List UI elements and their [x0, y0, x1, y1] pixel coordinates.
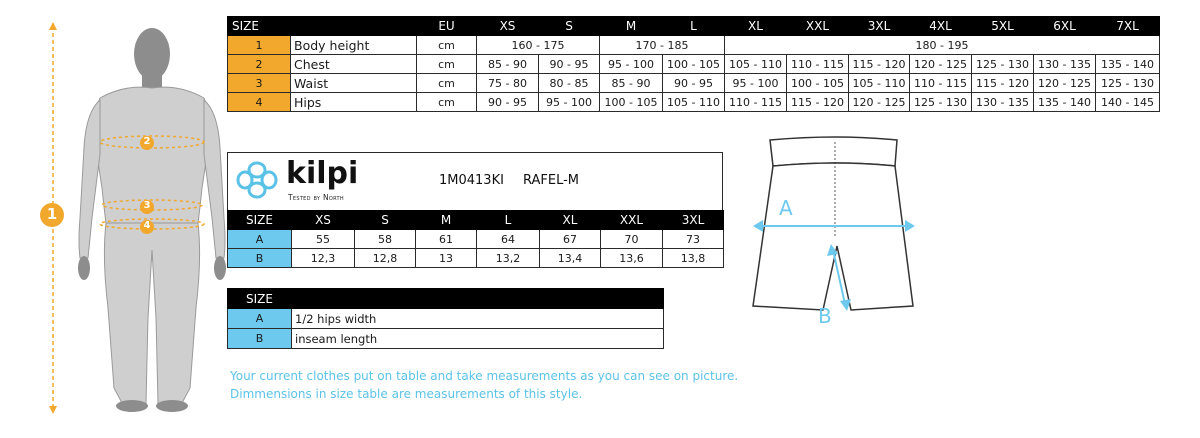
figure-left-foot [116, 400, 148, 412]
table-row [228, 93, 1160, 112]
row-label: Body height [291, 36, 417, 55]
marker-4-label: 4 [143, 220, 151, 231]
table-cell: 120 - 125 [1034, 74, 1096, 93]
table-cell: 115 - 120 [972, 74, 1034, 93]
figure-right-hand [214, 256, 226, 280]
size-table-header [228, 17, 1160, 36]
row-number: 2 [228, 55, 291, 74]
row-label: Waist [291, 74, 417, 93]
legend-table-header [228, 289, 664, 309]
table-cell: 120 - 125 [849, 93, 910, 112]
table-cell: 125 - 130 [972, 55, 1034, 74]
legend-table [227, 288, 664, 349]
table-cell: 90 - 95 [539, 55, 600, 74]
table-cell: 80 - 85 [539, 74, 600, 93]
row-unit: cm [417, 36, 477, 55]
kilpi-logo-icon [234, 159, 280, 201]
figure-right-foot [156, 400, 188, 412]
table-cell: 100 - 105 [600, 93, 663, 112]
table-cell: 170 - 185 [600, 36, 725, 55]
header-3xl: 3XL [849, 17, 910, 36]
table-cell: 70 [601, 230, 663, 249]
marker-3-label: 3 [143, 200, 151, 211]
header-size: SIZE [228, 17, 291, 36]
row-number: 3 [228, 74, 291, 93]
table-cell: 90 - 95 [663, 74, 725, 93]
table-cell: 64 [477, 230, 540, 249]
table-cell: 95 - 100 [539, 93, 600, 112]
table-cell: 12,3 [292, 249, 355, 268]
legend-header-size: SIZE [228, 289, 292, 309]
table-cell: 125 - 130 [910, 93, 972, 112]
table-cell: 95 - 100 [725, 74, 787, 93]
row-unit: cm [417, 93, 477, 112]
table-cell: 95 - 100 [600, 55, 663, 74]
table-cell: 105 - 110 [663, 93, 725, 112]
style-header-xxl: XXL [601, 211, 663, 230]
header-s: S [539, 17, 600, 36]
table-row [228, 309, 664, 329]
marker-2-label: 2 [143, 136, 151, 147]
table-row [228, 74, 1160, 93]
row-label: Chest [291, 55, 417, 74]
row-key: B [228, 329, 292, 349]
table-cell: 100 - 105 [663, 55, 725, 74]
brand-tagline: Tested by North [288, 193, 344, 202]
table-cell: 130 - 135 [972, 93, 1034, 112]
table-cell: 73 [663, 230, 724, 249]
row-unit: cm [417, 74, 477, 93]
header-xxl: XXL [787, 17, 849, 36]
header-m: M [600, 17, 663, 36]
table-cell: 67 [540, 230, 601, 249]
table-cell: 130 - 135 [1034, 55, 1096, 74]
table-cell: 13,8 [663, 249, 724, 268]
row-label: Hips [291, 93, 417, 112]
table-cell: 180 - 195 [725, 36, 1160, 55]
note-line-2: Dimmensions in size table are measurements of this style. [230, 387, 583, 401]
table-cell: 135 - 140 [1096, 55, 1160, 74]
header-l: L [663, 17, 725, 36]
style-header-size: SIZE [228, 211, 292, 230]
figure-right-arm [204, 100, 225, 258]
header-6xl: 6XL [1034, 17, 1096, 36]
row-key: A [228, 309, 292, 329]
table-row [228, 329, 664, 349]
table-cell: 12,8 [355, 249, 416, 268]
header-eu: EU [417, 17, 477, 36]
header-blank [291, 17, 417, 36]
product-name: RAFEL-M [523, 173, 580, 188]
style-header-xl: XL [540, 211, 601, 230]
table-cell: 13,4 [540, 249, 601, 268]
table-cell: 115 - 120 [849, 55, 910, 74]
height-arrow-top [49, 22, 57, 30]
row-unit: cm [417, 55, 477, 74]
shorts-diagram [745, 136, 930, 326]
table-cell: 115 - 120 [787, 93, 849, 112]
table-cell: 58 [355, 230, 416, 249]
product-box [227, 152, 723, 210]
table-cell: 135 - 140 [1034, 93, 1096, 112]
table-cell: 110 - 115 [725, 93, 787, 112]
figure-head [134, 28, 170, 80]
figure-legs [104, 223, 199, 403]
header-4xl: 4XL [910, 17, 972, 36]
style-header-s: S [355, 211, 416, 230]
table-cell: 160 - 175 [477, 36, 600, 55]
row-description: 1/2 hips width [292, 309, 664, 329]
shorts-body [753, 163, 913, 310]
header-7xl: 7XL [1096, 17, 1160, 36]
shorts-label-a: A [779, 196, 793, 220]
table-cell: 85 - 90 [600, 74, 663, 93]
table-row [228, 55, 1160, 74]
table-cell: 13,2 [477, 249, 540, 268]
shorts-label-b: B [818, 304, 832, 328]
style-header-xs: XS [292, 211, 355, 230]
table-cell: 125 - 130 [1096, 74, 1160, 93]
table-row [228, 249, 724, 268]
style-table-header [228, 211, 724, 230]
table-cell: 13 [416, 249, 477, 268]
table-cell: 90 - 95 [477, 93, 539, 112]
table-cell: 140 - 145 [1096, 93, 1160, 112]
row-number: 4 [228, 93, 291, 112]
table-cell: 85 - 90 [477, 55, 539, 74]
marker-1-label: 1 [46, 205, 58, 223]
table-row [228, 230, 724, 249]
header-xs: XS [477, 17, 539, 36]
height-arrow-bottom [49, 406, 57, 414]
style-table [227, 210, 724, 268]
table-cell: 110 - 115 [910, 74, 972, 93]
table-cell: 61 [416, 230, 477, 249]
row-key: A [228, 230, 292, 249]
row-number: 1 [228, 36, 291, 55]
table-cell: 75 - 80 [477, 74, 539, 93]
shorts-waistband [770, 137, 897, 166]
row-description: inseam length [292, 329, 664, 349]
row-key: B [228, 249, 292, 268]
product-code: 1M0413KI [439, 173, 504, 188]
legend-header-blank [292, 289, 664, 309]
arrow-a-right-head [905, 220, 915, 232]
style-header-3xl: 3XL [663, 211, 724, 230]
table-cell: 55 [292, 230, 355, 249]
note-line-1: Your current clothes put on table and take measurements as you can see on picture. [230, 369, 739, 383]
table-cell: 105 - 110 [849, 74, 910, 93]
table-cell: 120 - 125 [910, 55, 972, 74]
table-cell: 110 - 115 [787, 55, 849, 74]
style-header-l: L [477, 211, 540, 230]
table-cell: 13,6 [601, 249, 663, 268]
table-cell: 100 - 105 [787, 74, 849, 93]
style-header-m: M [416, 211, 477, 230]
header-xl: XL [725, 17, 787, 36]
header-5xl: 5XL [972, 17, 1034, 36]
figure-left-arm [79, 100, 100, 258]
size-table [227, 16, 1160, 112]
table-row [228, 36, 1160, 55]
table-cell: 105 - 110 [725, 55, 787, 74]
arrow-a-left-head [753, 220, 763, 232]
brand-name: kilpi [286, 156, 359, 191]
figure-left-hand [78, 256, 90, 280]
